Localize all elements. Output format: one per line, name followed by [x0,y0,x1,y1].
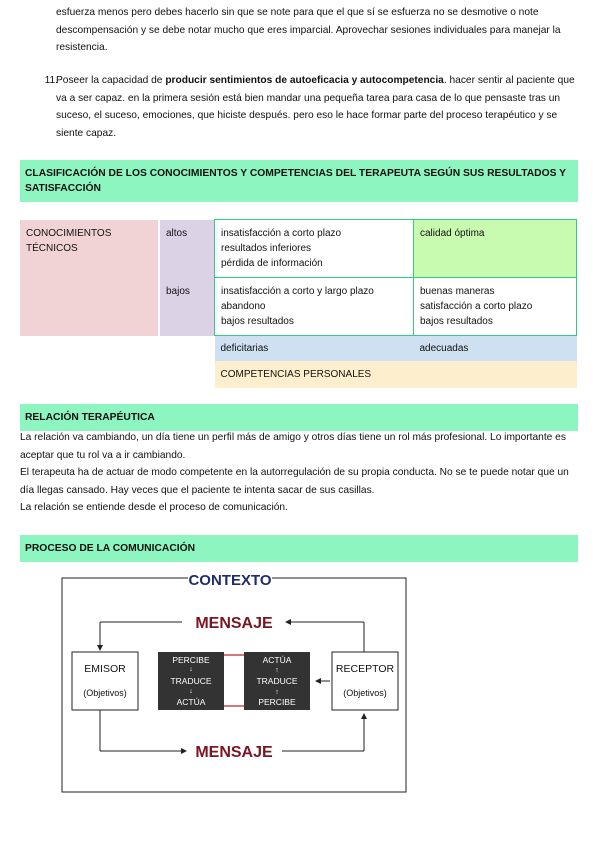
sender-label: EMISOR [84,663,126,675]
bold-phrase: producir sentimientos de autoeficacia y autocompetencia [165,75,444,86]
receiver-box [332,652,398,710]
relation-paragraph-1: La relación va cambiando, un día tiene un perfil más de amigo y otros días tiene un rol más profesional. Lo importante es aceptar que tu rol va a ir cambiando. [20,432,566,461]
message-bottom-label: MENSAJE [195,744,273,761]
classification-table [20,219,577,388]
sender-sub-label: (Objetivos) [83,688,127,698]
continuation-paragraph: esfuerza menos pero debes hacerlo sin que se note para que el que sí se esfuerza no se desmotive o note descompensación y se debe notar mucho que eres imparcial. Aprovechar sesiones individuales para manejar la resistencia. [56,7,561,53]
down-arrow-icon: ↓ [189,666,193,673]
relation-paragraph-2: El terapeuta ha de actuar de modo competente en la autorregulación de su propia conducta. No se te puede notar que un día llegas cansado. Hay veces que el paciente te intenta sacar de sus casillas. [20,467,569,496]
section-header-relacion: RELACIÓN TERAPÉUTICA [20,404,578,431]
section-header-proceso: PROCESO DE LA COMUNICACIÓN [20,535,578,562]
level-high: altos [159,220,215,278]
communication-diagram [58,568,408,796]
level-low: bajos [159,278,215,336]
process-step: PERCIBE [258,697,296,707]
section-header-clasificacion: CLASIFICACIÓN DE LOS CONOCIMIENTOS Y COMPETENCIAS DEL TERAPEUTA SEGÚN SUS RESULTADOS Y SATISFACCIÓN [20,160,578,202]
message-top-label: MENSAJE [195,615,273,632]
col-header-competencias: COMPETENCIAS PERSONALES [215,361,577,388]
cell-high-adequate: calidad óptima [414,220,577,278]
cell-low-deficient: insatisfacción a corto y largo plazo abandono bajos resultados [215,278,414,336]
col-deficient-label: deficitarias [215,336,414,362]
process-step: TRADUCE [170,676,212,686]
process-step: ACTÚA [176,697,206,707]
relation-paragraph-3: La relación se entiende desde el proceso de comunicación. [20,502,288,513]
col-adequate-label: adecuadas [414,336,577,362]
up-arrow-icon: ↑ [275,667,279,674]
up-arrow-icon: ↑ [275,689,279,696]
process-step: PERCIBE [172,655,210,665]
down-arrow-icon: ↓ [189,688,193,695]
cell-low-adequate: buenas maneras satisfacción a corto plazo bajos resultados [414,278,577,336]
process-step: TRADUCE [256,676,298,686]
sender-box [72,652,138,710]
cell-high-deficient: insatisfacción a corto plazo resultados inferiores pérdida de información [215,220,414,278]
list-item-text: Poseer la capacidad de producir sentimientos de autoeficacia y autocompetencia. hacer sentir al paciente que va a ser capaz. en la primera sesión está bien mandar una pequeña tarea para casa de lo que pensaste tras un suceso, el suceso, emociones, que hiciste después. pero eso le hace formar parte del proceso terapéutico y se siente capaz. [56,75,575,139]
list-item-number: 11. [44,75,58,86]
receiver-sub-label: (Objetivos) [343,688,387,698]
process-step: ACTÚA [262,655,292,665]
row-header-conocimientos: CONOCIMIENTOS TÉCNICOS [20,220,159,336]
context-label: CONTEXTO [188,572,272,589]
receiver-label: RECEPTOR [335,663,395,675]
